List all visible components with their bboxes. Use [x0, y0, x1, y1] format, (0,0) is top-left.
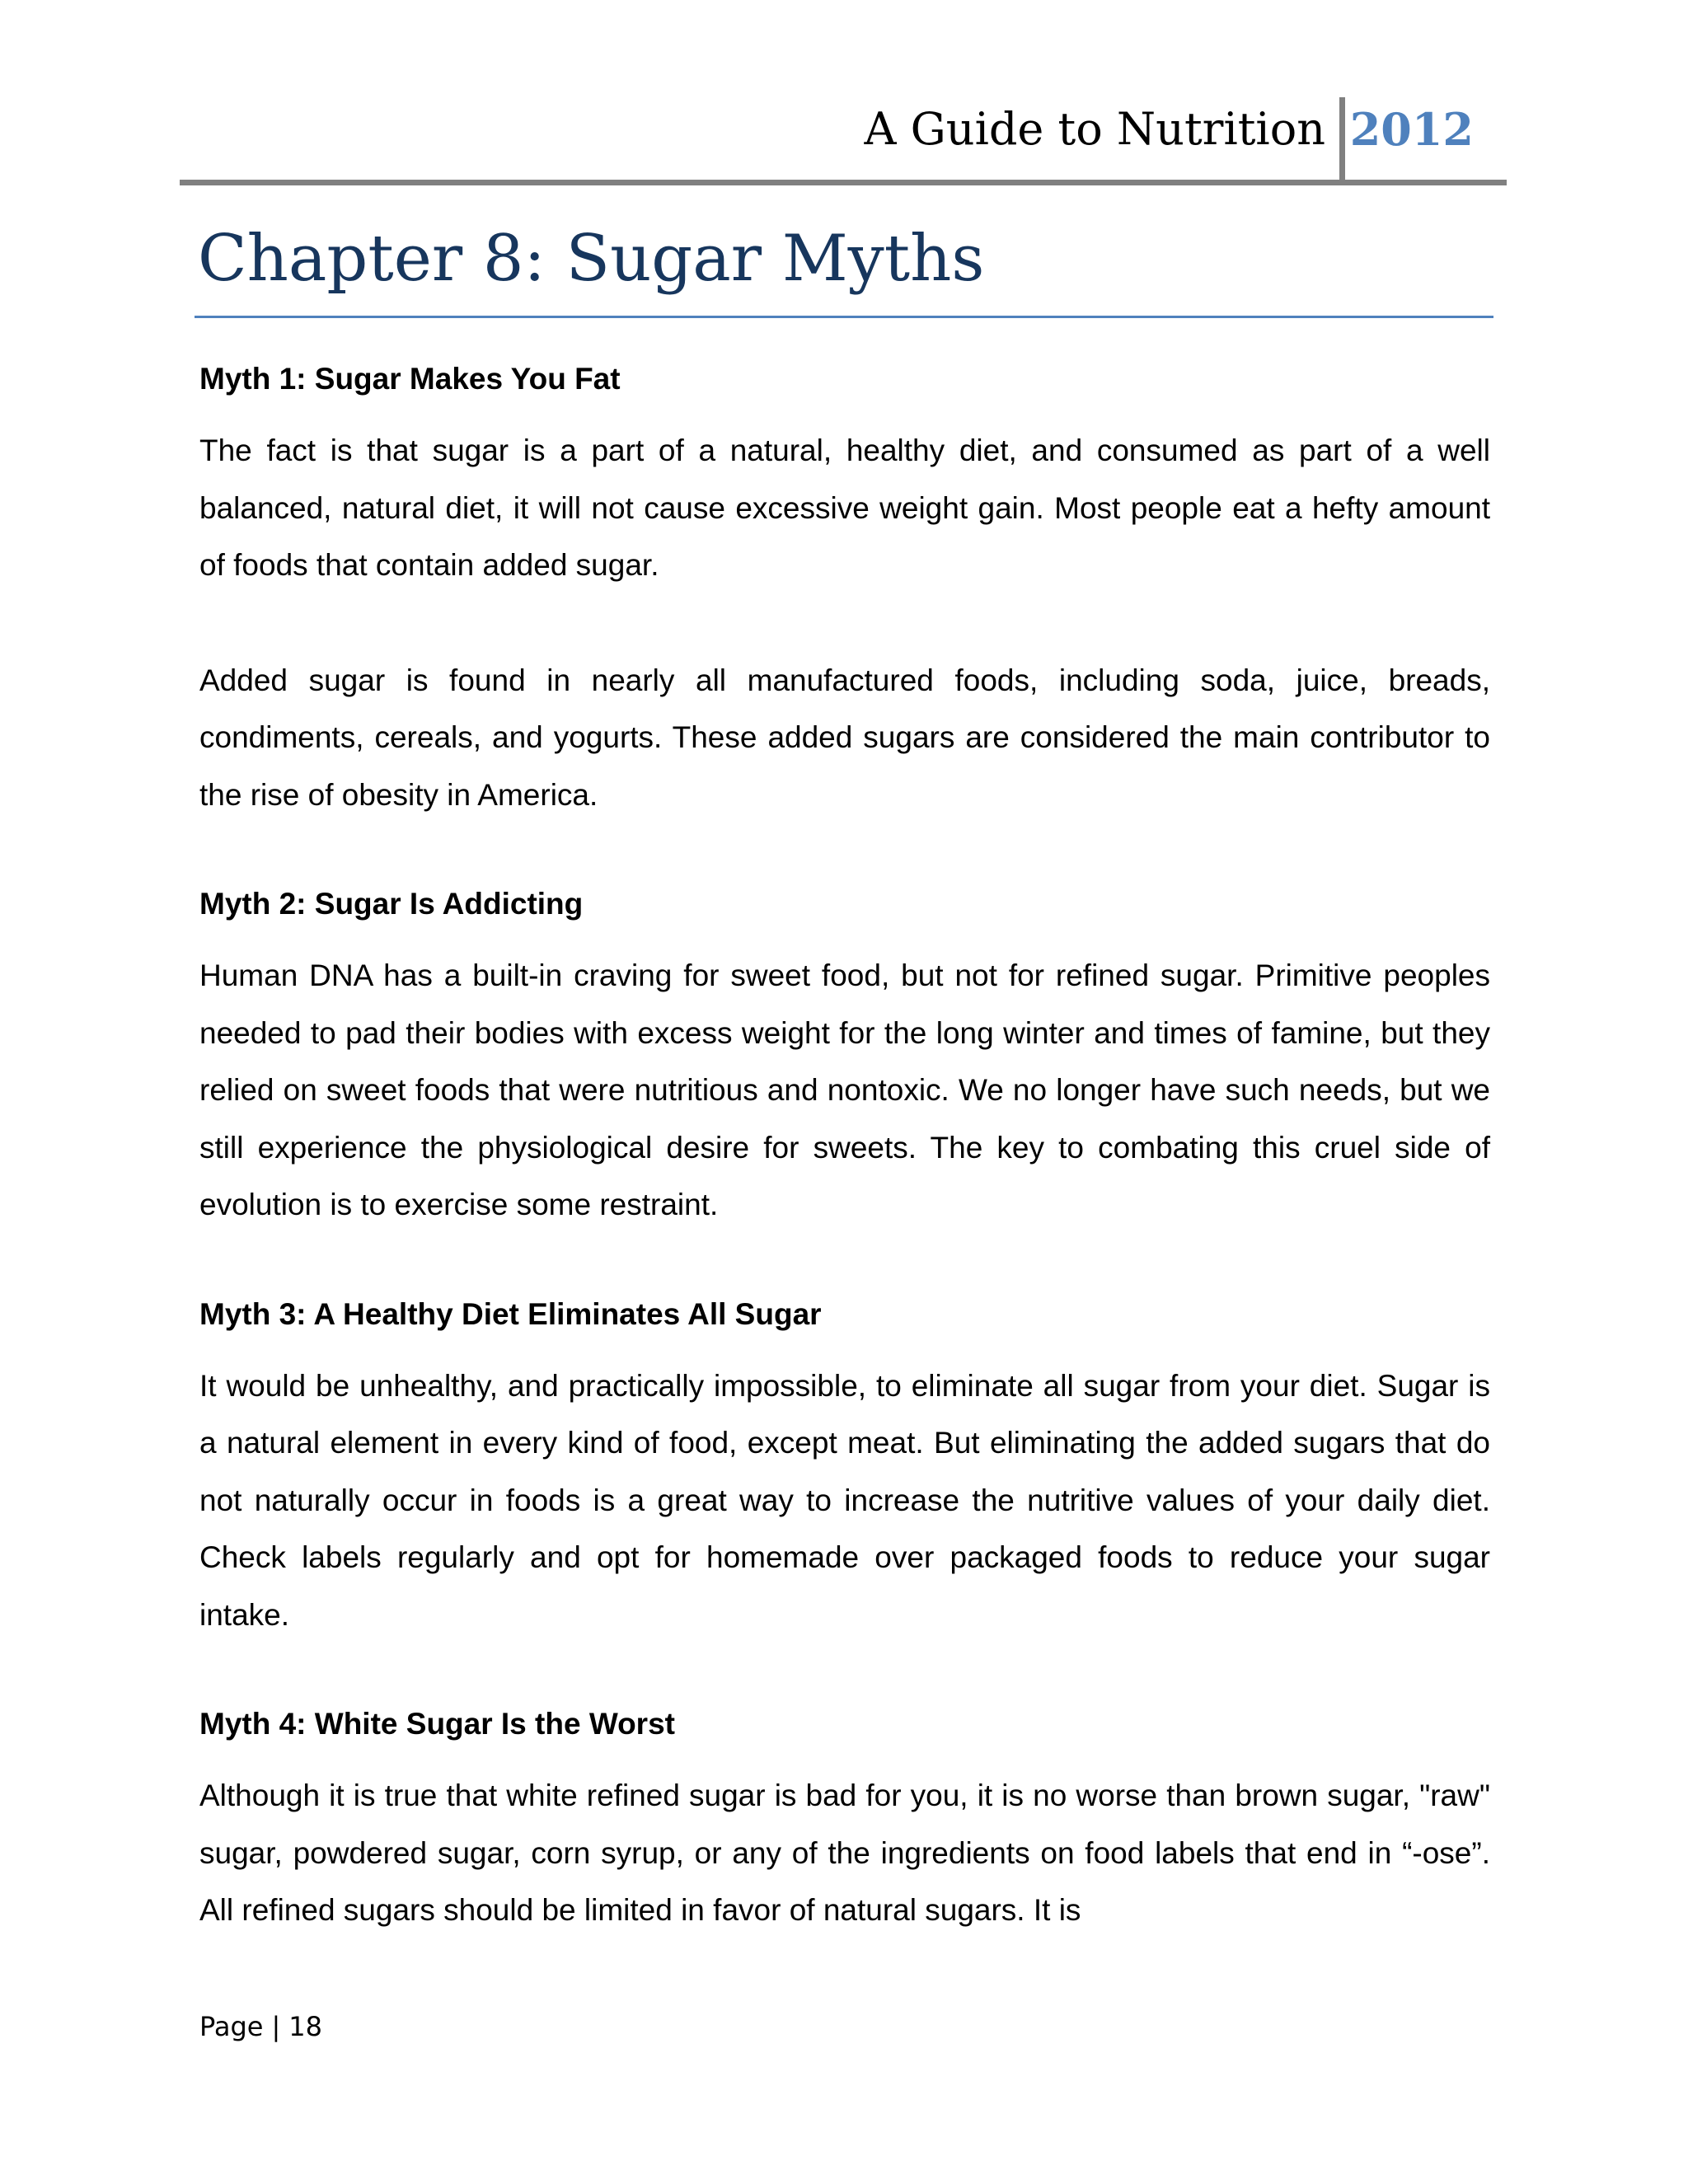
header-title: A Guide to Nutrition [864, 103, 1325, 155]
myth-section-1 [199, 354, 1490, 823]
header-divider [1339, 97, 1345, 180]
paragraph: Human DNA has a built-in craving for sweet food, but not for refined sugar. Primitive peoples needed to pad their bodies with excess weight for the long winter and times of famine, but they relied on sweet foods that were nutritious and nontoxic. We no longer have such needs, but we still experience the physiological desire for sweets. The key to combating this cruel side of evolution is to exercise some restraint. [199, 958, 1490, 1221]
paragraph: It would be unhealthy, and practically impossible, to eliminate all sugar from your diet. Sugar is a natural element in every kind of food, except meat. But eliminating the added sugars that do not naturally occur in foods is a great way to increase the nutritive values of your daily diet. Check labels regularly and opt for homemade over packaged foods to reduce your sugar intake. [199, 1368, 1490, 1632]
paragraph: Although it is true that white refined sugar is bad for you, it is no worse than brown sugar, "raw" sugar, powdered sugar, corn syrup, or any of the ingredients on food labels that end in “-ose”. All refined sugars should be limited in favor of natural sugars. It is [199, 1779, 1490, 1927]
page-number: 18 [288, 2011, 322, 2042]
paragraph: Added sugar is found in nearly all manufactured foods, including soda, juice, breads, condiments, cereals, and yogurts. These added sugars are considered the main contributor to the rise of obesity in America. [199, 663, 1490, 812]
myth-heading: Myth 1: Sugar Makes You Fat [199, 362, 621, 396]
header-year: 2012 [1349, 103, 1474, 156]
page-separator: | [271, 2011, 281, 2042]
myth-heading: Myth 3: A Healthy Diet Eliminates All Sugar [199, 1296, 822, 1331]
myth-section-4 [199, 1699, 1490, 1939]
chapter-body [199, 354, 1490, 1939]
myth-section-2 [199, 879, 1490, 1234]
myth-section-3 [199, 1290, 1490, 1644]
chapter-title-underline [195, 316, 1493, 318]
myth-heading: Myth 4: White Sugar Is the Worst [199, 1707, 675, 1741]
paragraph: The fact is that sugar is a part of a natural, healthy diet, and consumed as part of a well balanced, natural diet, it will not cause excessive weight gain. Most people eat a hefty amount of foods that contain added sugar. [199, 434, 1490, 582]
chapter-title: Chapter 8: Sugar Myths [198, 222, 985, 296]
running-header [180, 97, 1507, 185]
page-label: Page [199, 2011, 264, 2042]
myth-heading: Myth 2: Sugar Is Addicting [199, 887, 584, 921]
page-footer [199, 2011, 322, 2042]
